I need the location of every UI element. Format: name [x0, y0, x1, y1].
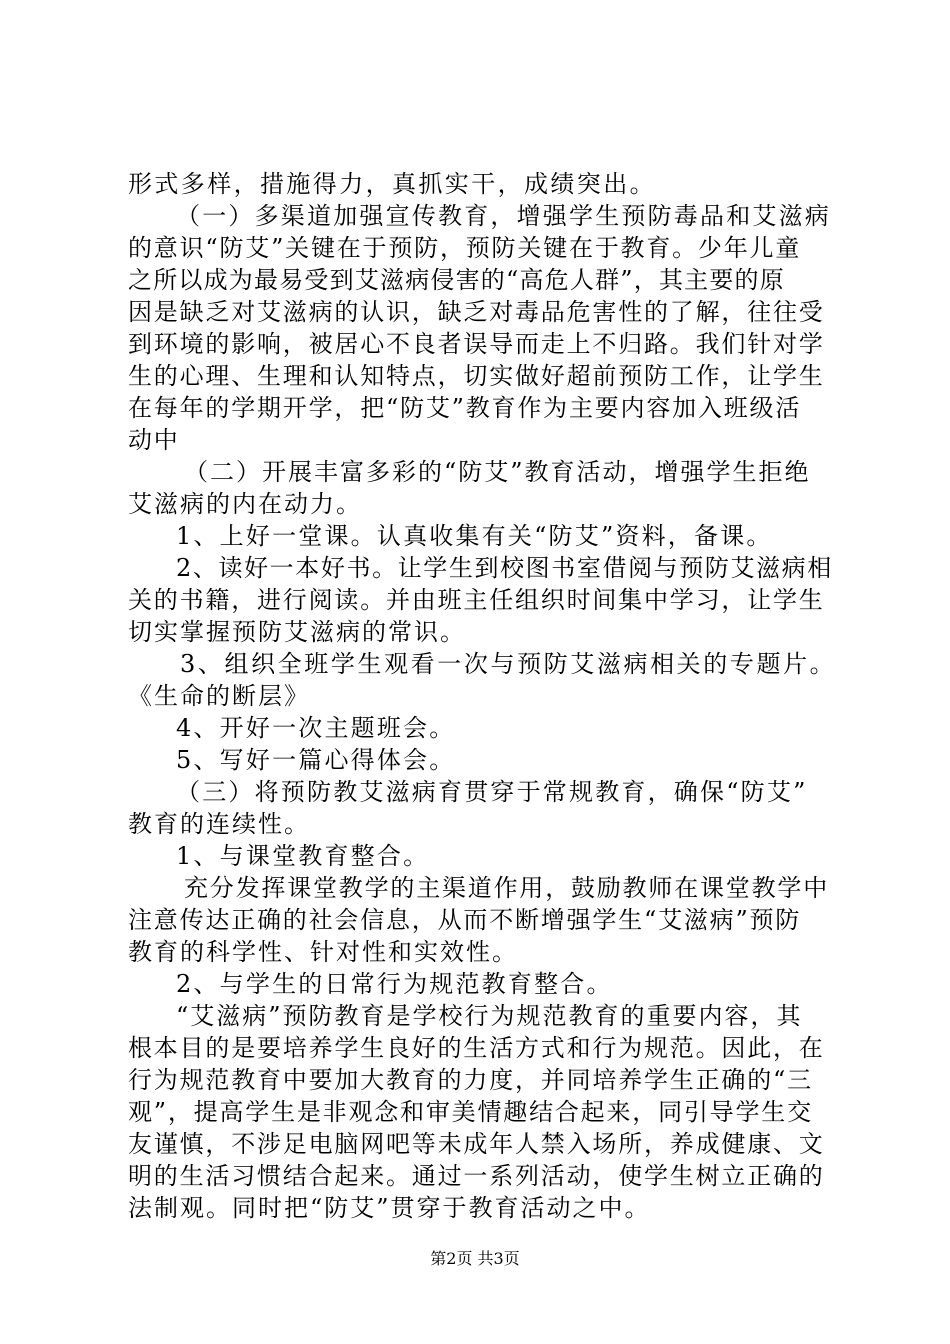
- page-number-footer: 第2页 共3页: [430, 1249, 520, 1268]
- body-line: 形式多样，措施得力，真抓实干，成绩突出。: [128, 170, 656, 198]
- body-line: 的意识“防艾”关键在于预防，预防关键在于教育。少年儿童: [128, 234, 802, 262]
- body-line: 法制观。同时把“防艾”贯穿于教育活动之中。: [128, 1194, 651, 1222]
- body-line: 生的心理、生理和认知特点，切实做好超前预防工作，让学生: [128, 362, 825, 390]
- body-line: 行为规范教育中要加大教育的力度，并同培养学生正确的“三: [128, 1066, 813, 1094]
- body-line: 到环境的影响，被居心不良者误导而走上不归路。我们针对学: [128, 330, 825, 358]
- body-line: 明的生活习惯结合起来。通过一系列活动，使学生树立正确的: [128, 1162, 825, 1190]
- body-line: 关的书籍，进行阅读。并由班主任组织时间集中学习，让学生: [128, 586, 825, 614]
- body-line: 注意传达正确的社会信息，从而不断增强学生“艾滋病”预防: [128, 906, 802, 934]
- body-line: 3、组织全班学生观看一次与预防艾滋病相关的专题片。: [180, 650, 837, 678]
- body-line: 2、读好一本好书。让学生到校图书室借阅与预防艾滋病相: [176, 554, 833, 582]
- body-line: 根本目的是要培养学生良好的生活方式和行为规范。因此，在: [128, 1034, 825, 1062]
- body-line: （二）开展丰富多彩的“防艾”教育活动，增强学生拒绝: [184, 458, 811, 486]
- body-line: 艾滋病的内在动力。: [128, 490, 362, 518]
- body-line: 5、写好一篇心得体会。: [176, 746, 456, 774]
- body-line: 动中: [128, 426, 180, 454]
- body-line: “艾滋病”预防教育是学校行为规范教育的重要内容，其: [176, 1002, 803, 1030]
- body-line: 《生命的断层》: [128, 682, 310, 710]
- body-line: 1、上好一堂课。认真收集有关“防艾”资料，备课。: [176, 522, 773, 550]
- body-line: 教育的科学性、针对性和实效性。: [128, 938, 518, 966]
- body-line: 切实掌握预防艾滋病的常识。: [128, 618, 466, 646]
- body-line: 在每年的学期开学，把“防艾”教育作为主要内容加入班级活: [128, 394, 802, 422]
- body-line: 友谨慎，不涉足电脑网吧等未成年人禁入场所，养成健康、文: [128, 1130, 825, 1158]
- body-line: 充分发挥课堂教学的主渠道作用，鼓励教师在课堂教学中: [184, 874, 829, 902]
- body-line: 2、与学生的日常行为规范教育整合。: [176, 970, 613, 998]
- body-line: （三）将预防教艾滋病育贯穿于常规教育，确保“防艾”: [176, 778, 808, 806]
- body-line: （一）多渠道加强宣传教育，增强学生预防毒品和艾滋病: [176, 202, 831, 230]
- body-line: 教育的连续性。: [128, 810, 310, 838]
- body-line: 因是缺乏对艾滋病的认识，缺乏对毒品危害性的了解，往往受: [128, 298, 825, 326]
- body-line: 观”，提高学生是非观念和审美情趣结合起来，同引导学生交: [128, 1098, 813, 1126]
- body-line: 4、开好一次主题班会。: [176, 714, 456, 742]
- body-line: 1、与课堂教育整合。: [176, 842, 430, 870]
- body-line: 之所以成为最易受到艾滋病侵害的“高危人群”，其主要的原: [128, 266, 785, 294]
